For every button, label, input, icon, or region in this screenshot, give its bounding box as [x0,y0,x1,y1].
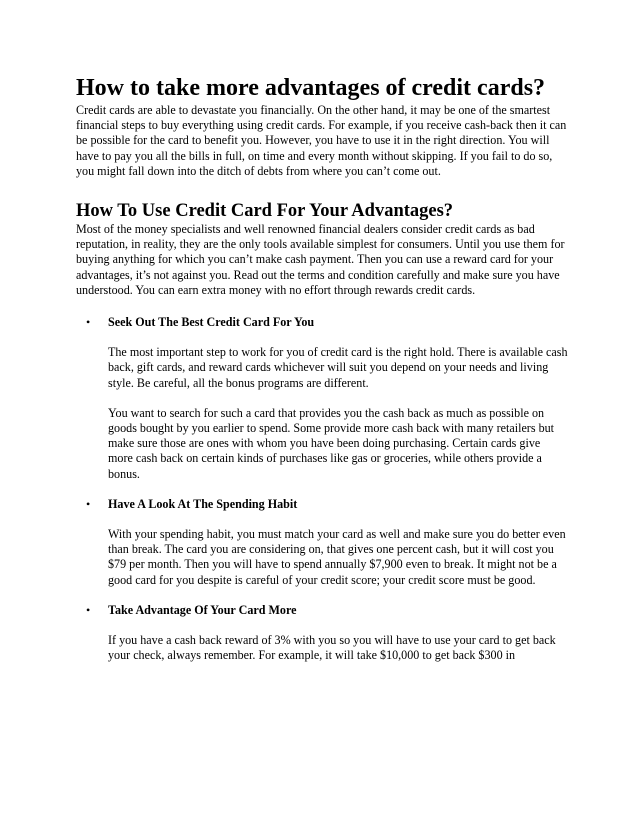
bullet-dot-icon: • [86,315,91,330]
bullet-list [76,315,568,663]
bullet-heading [86,602,568,618]
bullet-dot-icon: • [86,496,91,511]
bullet-paragraph: If you have a cash back reward of 3% with you so you will have to use your card to get back your check, always remember. For example, it will take $10,000 to get back $300 in [108,633,556,663]
bullet-heading-text: Seek Out The Best Credit Card For You [108,315,315,330]
bullet-paragraph: With your spending habit, you must match your card as well and make sure you do better even than break. The card you are considering on, that gives one percent cash, but it will cost you $79 per month. Then you will have to spend annually $7,900 even to break. It might not be a good card for you despite is careful of your credit score; your credit score must be good. [108,527,566,587]
bullet-heading-text: Take Advantage Of Your Card More [108,602,297,617]
intro-paragraph: Credit cards are able to devastate you financially. On the other hand, it may be one of the smartest financial steps to buy everything using credit cards. For example, if you receive cash-back then it can be possible for the card to benefit you. However, you have to use it in the right direction. You will have to pay you all the bills in full, on time and every month without skipping. If you fail to do so, you might fall down into the ditch of debts from where you can’t come out. [76,103,567,178]
bullet-item-best-card [76,315,568,482]
bullet-item-advantage [76,603,568,664]
section-paragraph: Most of the money specialists and well renowned financial dealers consider credit cards as bad reputation, in reality, they are the only tools available simplest for consumers. Until you use them for buying anything for which you can’t make cash payment. Then you can use a reward card for your advantages, it’s not against you. Read out the terms and condition carefully and make sure you have understood. You can earn extra money with no effort through rewards credit cards. [76,222,565,297]
bullet-paragraph: You want to search for such a card that provides you the cash back as much as possible on goods bought by you earlier to spend. Some provide more cash back with many retailers but make sure those are ones with whom you have been doing purchasing. Certain cards give more cash back on certain kinds of purchases like gas or groceries, while others provide a bonus. [108,405,555,481]
bullet-paragraph: The most important step to work for you of credit card is the right hold. There is available cash back, gift cards, and reward cards whichever will suit you depend on your needs and living style. Be careful, all the bonus programs are different. [108,345,568,390]
bullet-dot-icon: • [86,602,91,617]
bullet-item-spending-habit [76,497,568,588]
bullet-heading [86,496,568,512]
document-page [76,74,568,663]
page-title: How to take more advantages of credit cards? [76,75,546,101]
bullet-heading [86,315,568,330]
section-heading: How To Use Credit Card For Your Advantages? [76,201,454,222]
bullet-heading-text: Have A Look At The Spending Habit [108,496,298,511]
